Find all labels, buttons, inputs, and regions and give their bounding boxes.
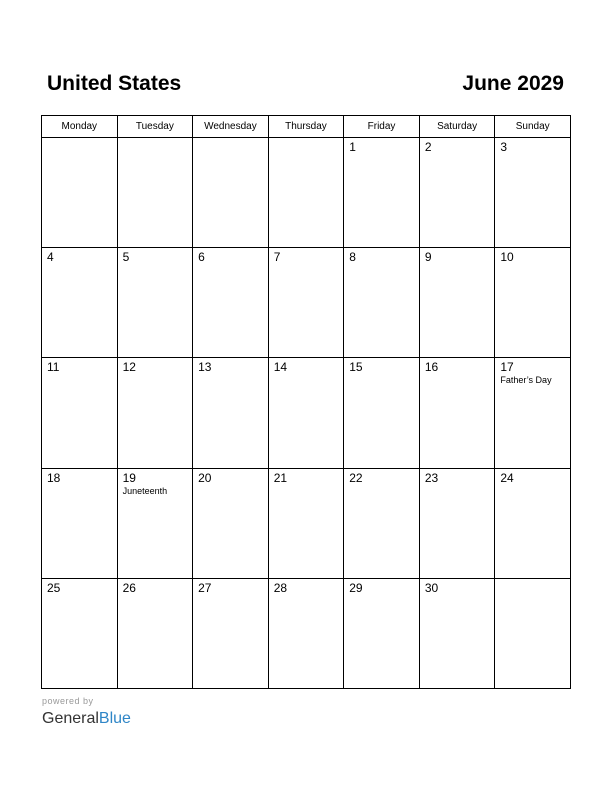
- day-number: 21: [273, 470, 288, 485]
- day-number: 13: [198, 360, 212, 375]
- day-cell: [344, 468, 420, 578]
- day-number: 1: [349, 140, 356, 154]
- day-number: 9: [424, 250, 432, 265]
- day-cell: [344, 358, 420, 468]
- day-cell: [268, 138, 344, 248]
- day-cell: [268, 358, 344, 468]
- day-number: 22: [349, 470, 363, 485]
- day-cell: [419, 138, 495, 248]
- day-number: 14: [273, 360, 288, 375]
- day-cell: [495, 138, 571, 248]
- day-cell: [419, 578, 495, 688]
- day-number: [118, 138, 193, 141]
- day-number: 20: [198, 470, 212, 485]
- day-number: 23: [424, 470, 439, 485]
- day-cell: [344, 578, 420, 688]
- generalblue-logo[interactable]: [42, 709, 131, 729]
- day-cell: [117, 578, 193, 688]
- country-title: United States: [47, 72, 182, 95]
- day-cell: [193, 468, 269, 578]
- week-row: [42, 358, 571, 468]
- day-number: [42, 138, 117, 141]
- day-cell: [42, 358, 118, 468]
- day-cell: [495, 358, 571, 468]
- day-number: 7: [273, 250, 281, 265]
- day-number: [193, 138, 268, 141]
- day-number: 17: [500, 360, 514, 375]
- calendar-grid: [41, 115, 571, 689]
- weekday-header: Tuesday: [117, 116, 193, 138]
- day-cell: [268, 248, 344, 358]
- weekday-header: Friday: [344, 116, 420, 138]
- day-cell: [42, 578, 118, 688]
- weekday-header: Sunday: [495, 116, 571, 138]
- day-number: 24: [500, 470, 514, 485]
- day-number: 30: [424, 580, 439, 595]
- day-number: 28: [273, 580, 288, 595]
- day-number: 3: [500, 140, 508, 154]
- day-number: 26: [122, 580, 136, 595]
- day-cell: [344, 138, 420, 248]
- day-cell: [419, 358, 495, 468]
- brand-general-text: General: [42, 710, 99, 727]
- day-cell: [193, 248, 269, 358]
- day-cell: [117, 248, 193, 358]
- day-number: 12: [122, 360, 136, 375]
- day-number: 2: [424, 140, 432, 154]
- day-cell: [42, 248, 118, 358]
- day-number: 18: [47, 470, 61, 485]
- day-number: 4: [47, 250, 54, 265]
- day-cell: [495, 468, 571, 578]
- week-row: [42, 248, 571, 358]
- day-cell: [42, 138, 118, 248]
- weekday-header: Thursday: [268, 116, 344, 138]
- day-number: 15: [349, 360, 363, 375]
- powered-by-label: powered by: [42, 696, 94, 706]
- day-number: 16: [424, 360, 439, 375]
- day-cell: [193, 358, 269, 468]
- day-number: 10: [500, 250, 514, 265]
- day-cell: [117, 358, 193, 468]
- day-number: 25: [47, 580, 61, 595]
- footer-branding: [42, 696, 131, 729]
- day-cell: [495, 578, 571, 688]
- month-year-title: June 2029: [462, 72, 564, 95]
- day-cell: [268, 578, 344, 688]
- holiday-label: Juneteenth: [122, 485, 168, 496]
- day-number: 6: [198, 250, 205, 265]
- day-number: [495, 579, 570, 582]
- day-number: 29: [349, 580, 363, 595]
- day-cell: [495, 248, 571, 358]
- day-cell: [193, 138, 269, 248]
- brand-blue-text: Blue: [98, 710, 131, 727]
- day-cell: [419, 468, 495, 578]
- week-row: [42, 468, 571, 578]
- day-cell: [42, 468, 118, 578]
- day-number: 27: [198, 580, 212, 595]
- weekday-header: Monday: [42, 116, 118, 138]
- day-number: 11: [47, 360, 60, 375]
- day-number: 5: [122, 250, 130, 265]
- day-cell: [419, 248, 495, 358]
- day-cell: [117, 138, 193, 248]
- holiday-label: Father’s Day: [500, 375, 552, 386]
- day-number: [269, 138, 344, 141]
- day-cell: [344, 248, 420, 358]
- day-number: 19: [122, 470, 136, 485]
- week-row: [42, 138, 571, 248]
- weekday-header: Saturday: [419, 116, 495, 138]
- weekday-header-row: [42, 116, 571, 138]
- week-row: [42, 578, 571, 688]
- day-number: 8: [349, 250, 356, 265]
- weekday-header: Wednesday: [193, 116, 269, 138]
- day-cell: [117, 468, 193, 578]
- day-cell: [268, 468, 344, 578]
- day-cell: [193, 578, 269, 688]
